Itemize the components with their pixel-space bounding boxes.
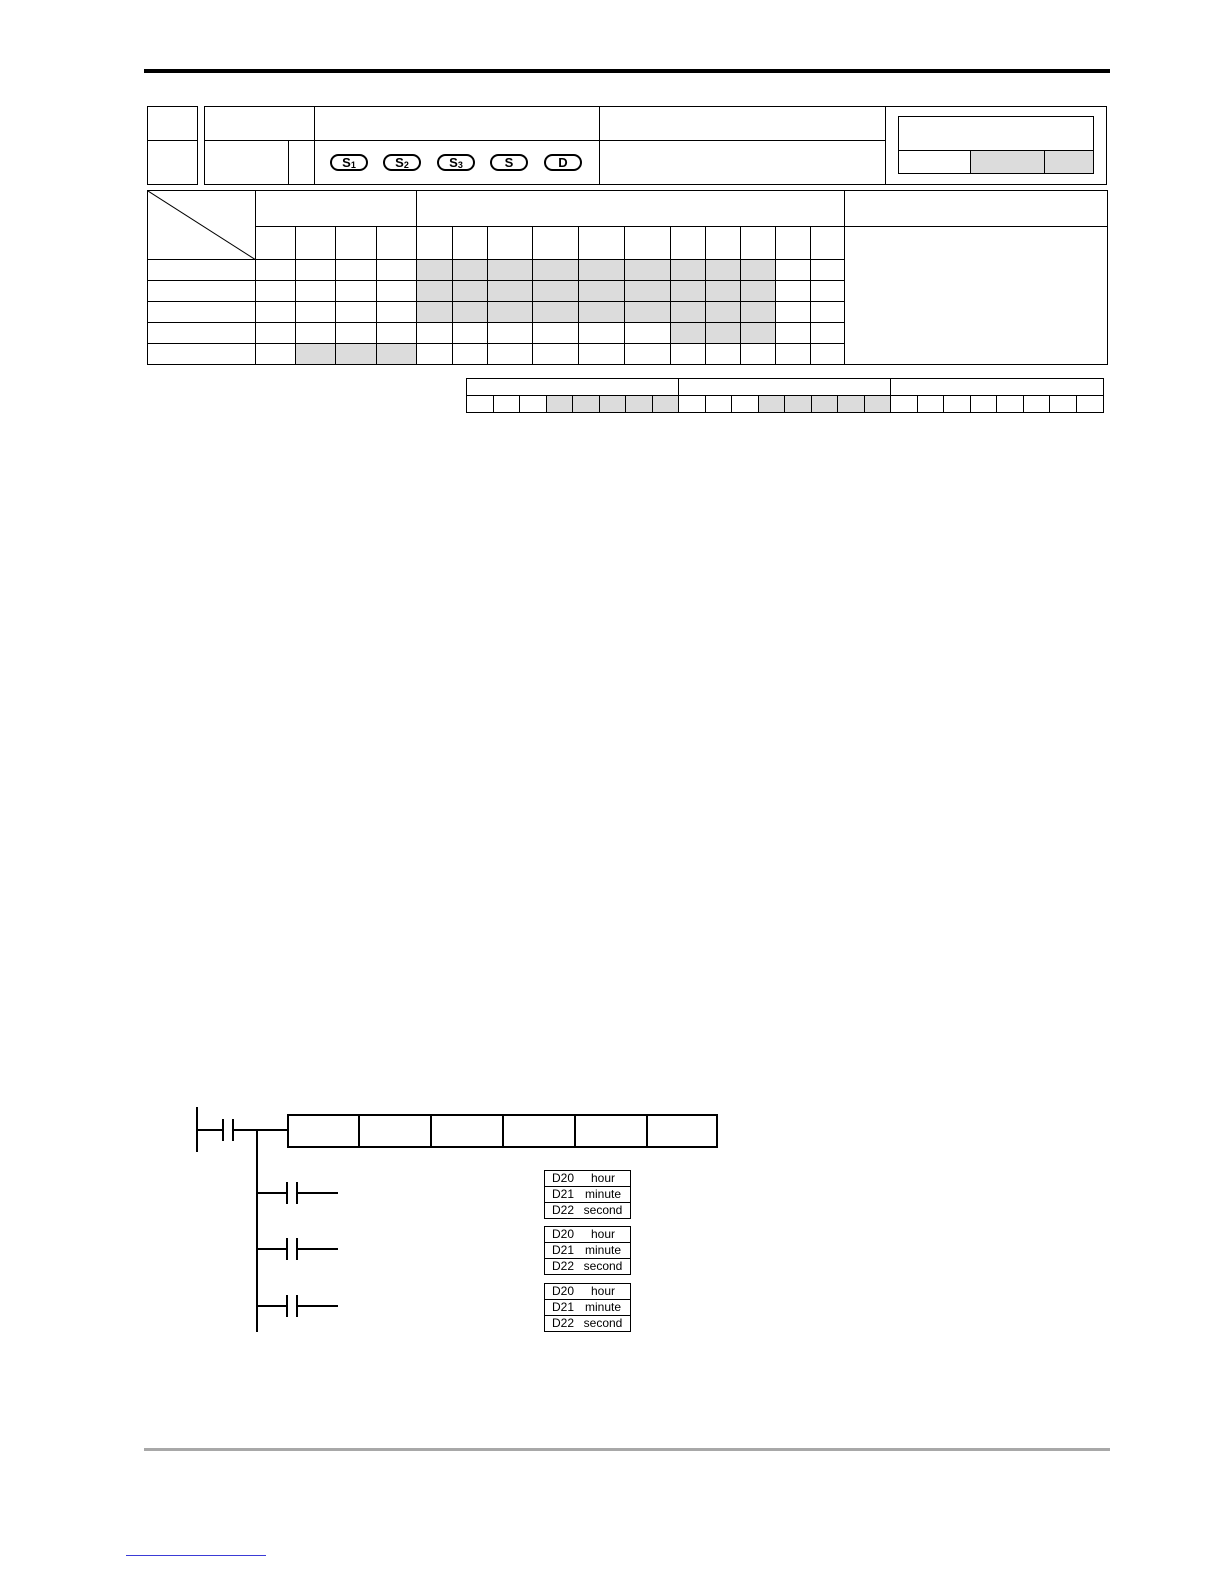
branch-3-wire-right xyxy=(298,1305,338,1307)
branch-1-contact-bar-left xyxy=(286,1182,288,1204)
pulse-type-header xyxy=(467,379,679,396)
branch-1-wire-left xyxy=(258,1192,286,1194)
bottom-rule xyxy=(144,1448,1110,1451)
register-row: D20 hour xyxy=(545,1284,630,1300)
mnemonic-cell xyxy=(204,106,315,141)
instruction-block-cell-2 xyxy=(358,1114,432,1148)
controllers-title-cell xyxy=(898,116,1094,151)
bit-devices-header xyxy=(256,191,417,227)
instruction-type-model-row xyxy=(467,396,1104,413)
controller-eh-cell xyxy=(970,150,1045,174)
time-register-block-1 xyxy=(544,1170,631,1219)
instruction-type-header-row xyxy=(467,379,1104,396)
register-row: D20 hour xyxy=(545,1227,630,1243)
api-number-cell xyxy=(147,106,198,141)
operand-header-cell xyxy=(314,106,600,141)
register-row: D22 second xyxy=(552,1316,623,1330)
32bit-header xyxy=(891,379,1104,396)
instruction-block-cell-1 xyxy=(287,1114,360,1148)
register-row: D20 hour xyxy=(545,1171,630,1187)
pulse-flag-cell xyxy=(288,140,315,185)
time-register-block-3 xyxy=(544,1283,631,1332)
branch-2-contact-bar-left xyxy=(286,1238,288,1260)
program-steps-header xyxy=(845,191,1108,227)
footer-link-underline[interactable] xyxy=(126,1555,266,1556)
instruction-type-table xyxy=(466,378,1104,413)
instruction-block-cell-6 xyxy=(646,1114,718,1148)
instruction-block-cell-4 xyxy=(502,1114,576,1148)
operand-s1-sub: 1 xyxy=(350,160,356,170)
program-steps-cell xyxy=(845,227,1108,365)
operand-s3-letter: S xyxy=(449,155,458,170)
controller-es-cell xyxy=(898,150,971,174)
register-row: D21 minute xyxy=(545,1300,630,1316)
branch-bus xyxy=(256,1129,258,1332)
word-devices-header xyxy=(417,191,845,227)
branch-3-wire-left xyxy=(258,1305,286,1307)
operand-s3-oval xyxy=(437,154,475,171)
instruction-block-cell-5 xyxy=(574,1114,648,1148)
operand-s-oval xyxy=(490,154,528,171)
operand-s2-sub: 2 xyxy=(403,160,409,170)
contact-main-wire-right xyxy=(234,1129,288,1131)
register-row: D22 second xyxy=(552,1259,623,1273)
device-table xyxy=(147,190,1108,365)
api-code-cell xyxy=(147,140,198,185)
operand-d-letter: D xyxy=(558,155,568,170)
top-rule xyxy=(144,69,1110,73)
operand-s-letter: S xyxy=(504,155,514,170)
diagonal-corner-cell xyxy=(148,191,256,260)
instruction-block-cell-3 xyxy=(430,1114,504,1148)
branch-1-wire-right xyxy=(298,1192,338,1194)
branch-2-wire-right xyxy=(298,1248,338,1250)
contact-main-bar-left xyxy=(222,1119,224,1141)
register-row: D22 second xyxy=(552,1203,623,1217)
operand-s1-oval xyxy=(330,154,368,171)
operand-s2-letter: S xyxy=(395,155,404,170)
contact-main-wire-left xyxy=(198,1129,222,1131)
device-type-row xyxy=(148,227,1108,260)
diagonal-line xyxy=(148,191,256,260)
function-desc-cell xyxy=(599,140,886,185)
controller-sv-cell xyxy=(1044,150,1094,174)
branch-3-contact-bar-left xyxy=(286,1295,288,1317)
mnemonic-variant-cell xyxy=(204,140,289,185)
16bit-header xyxy=(679,379,891,396)
function-title-cell xyxy=(599,106,886,141)
device-table-header-row xyxy=(148,191,1108,227)
operand-s2-oval xyxy=(383,154,421,171)
register-row: D21 minute xyxy=(545,1187,630,1203)
operand-s1-letter: S xyxy=(342,155,351,170)
register-row: D21 minute xyxy=(545,1243,630,1259)
operand-s3-sub: 3 xyxy=(457,160,463,170)
time-register-block-2 xyxy=(544,1226,631,1275)
operand-d-oval xyxy=(544,154,582,171)
branch-2-wire-left xyxy=(258,1248,286,1250)
